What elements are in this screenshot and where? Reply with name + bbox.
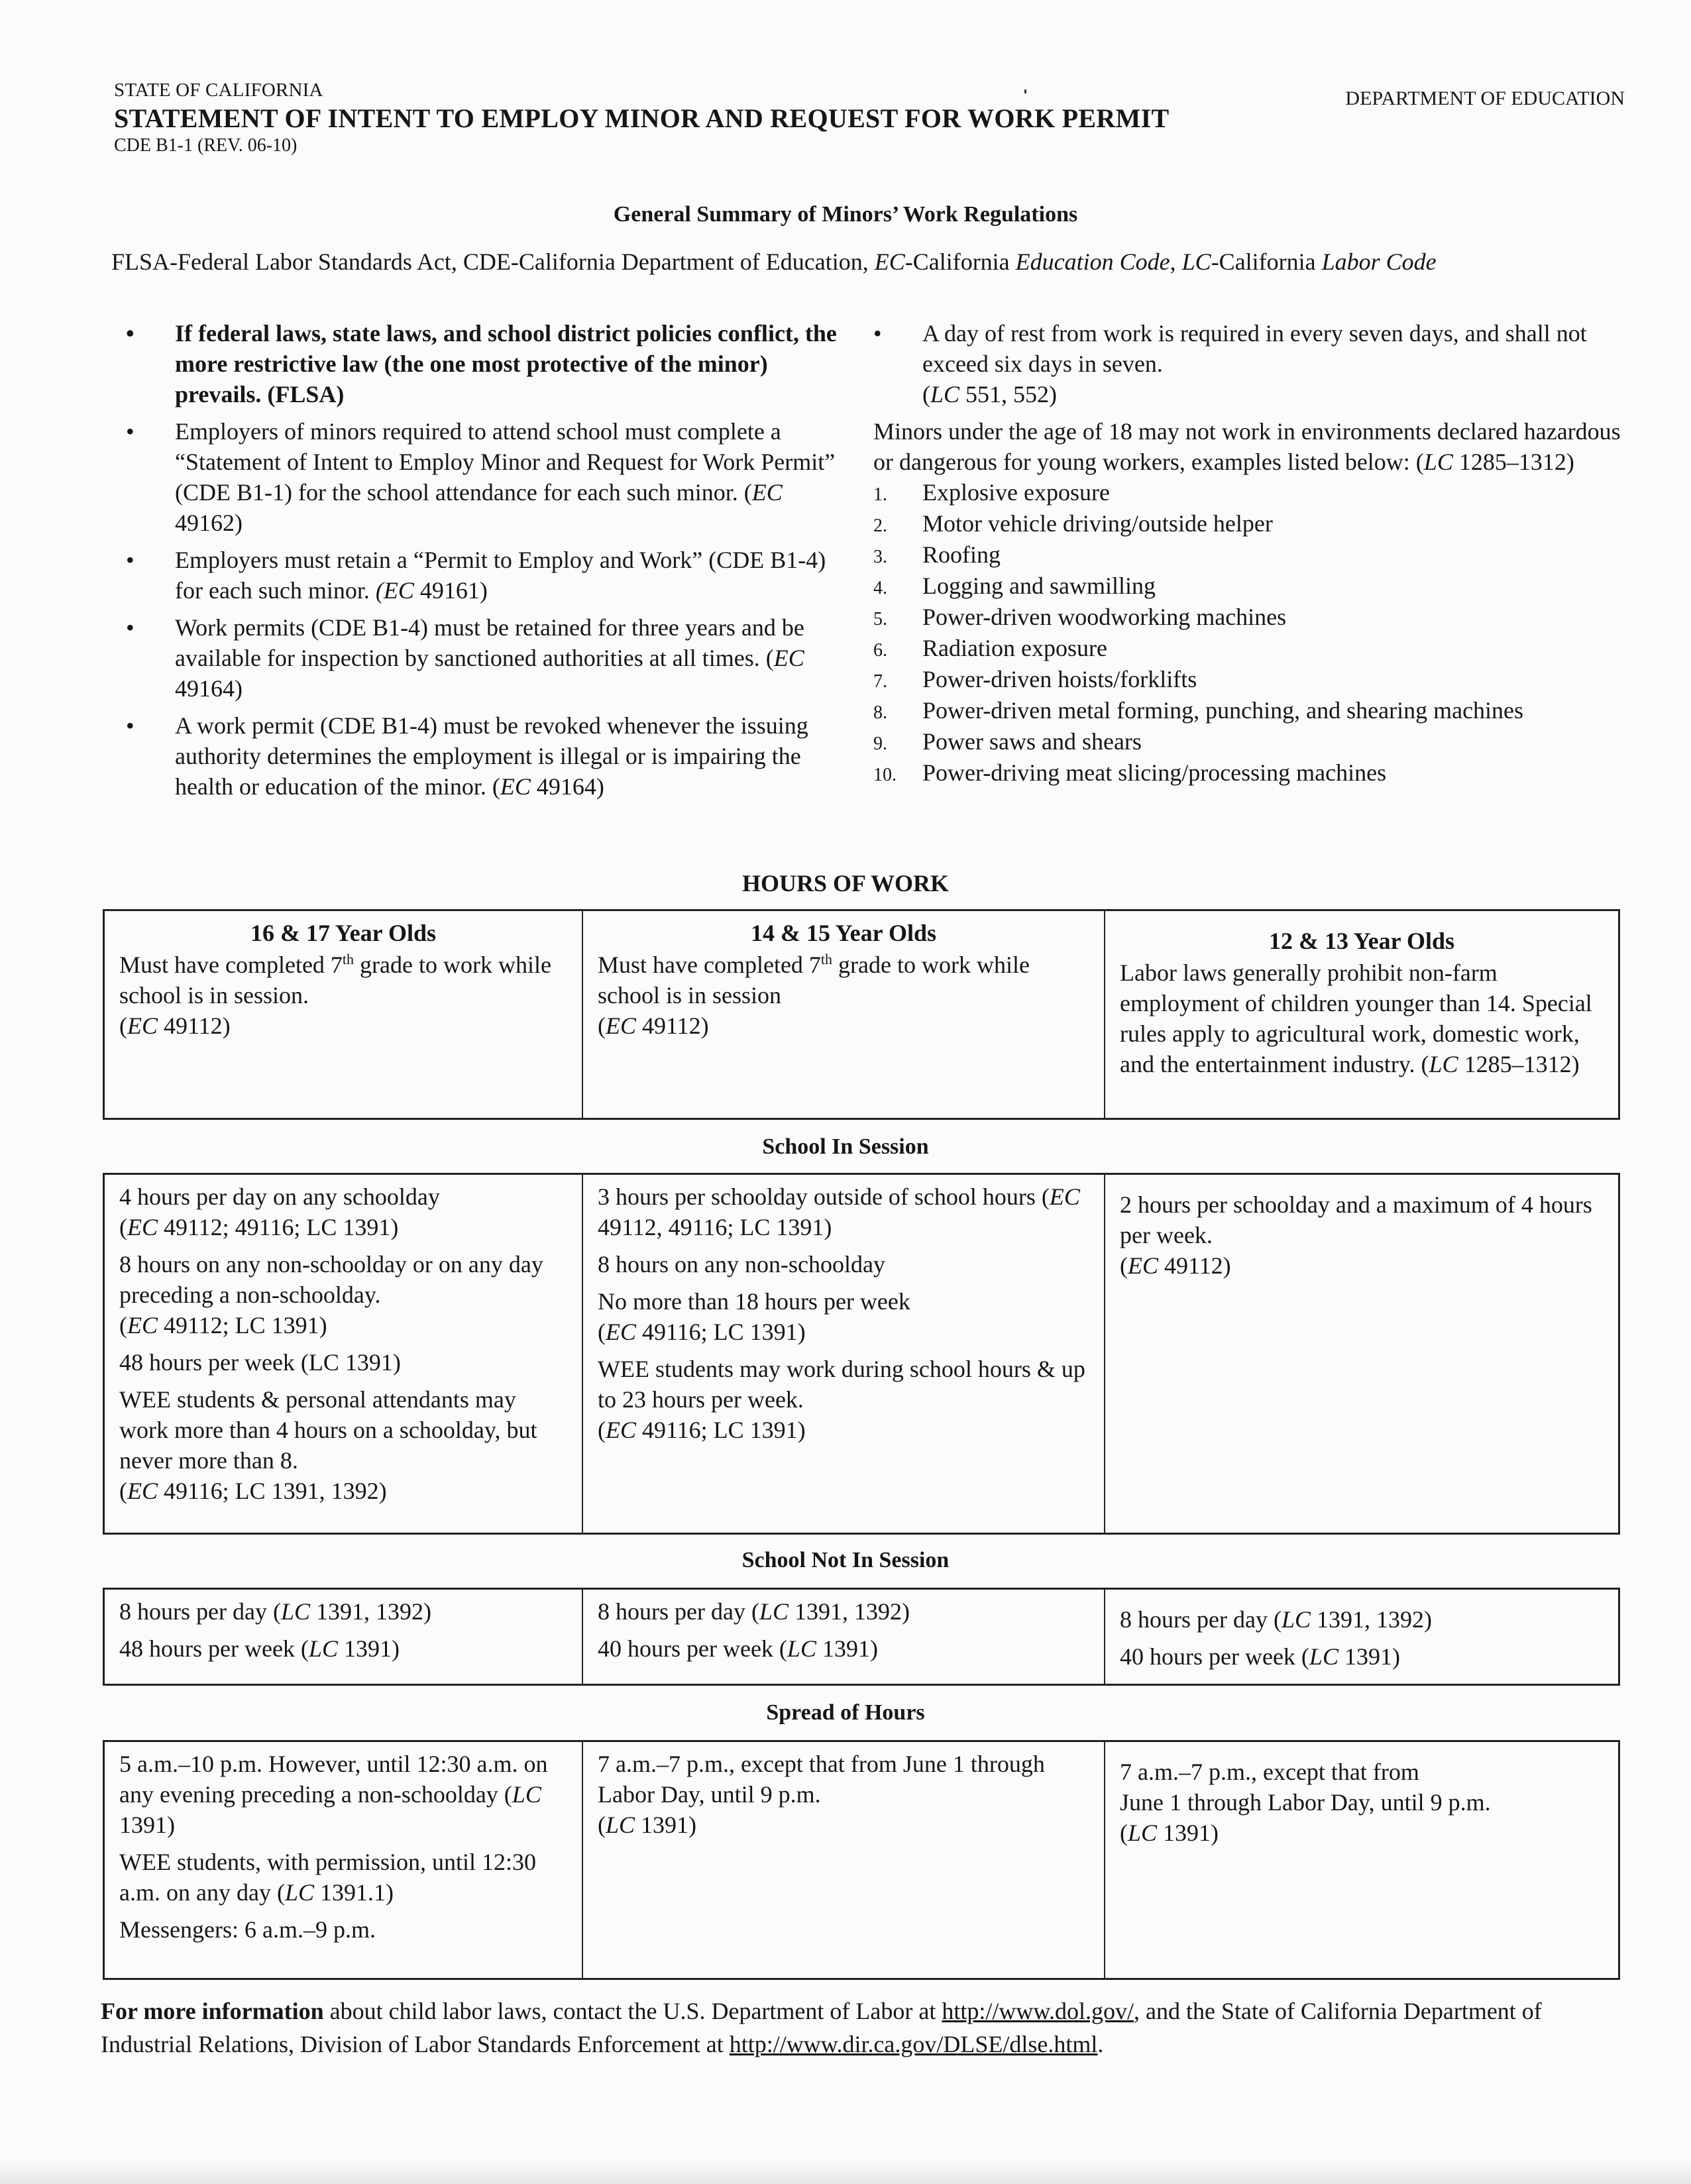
code-abbrev: LC (759, 1598, 789, 1625)
age-group-heading: 16 & 17 Year Olds (250, 920, 436, 946)
text-run: ( (119, 1012, 127, 1039)
code-abbrev: LC (280, 1598, 310, 1625)
rule-paragraph (119, 1914, 567, 1945)
text-run: 49162) (175, 510, 243, 536)
footer-lead: For more information (101, 1998, 324, 2024)
hazard-number: 9. (873, 734, 887, 754)
hazard-text: Power-driven metal forming, punching, and shearing machines (922, 697, 1524, 724)
hazard-number: 10. (873, 765, 897, 785)
footer-text-1: about child labor laws, contact the U.S. Department of Labor at (323, 1998, 942, 2024)
rule-paragraph (119, 1347, 567, 1378)
code-abbrev: LC (1429, 1051, 1458, 1077)
school-in-session-table (103, 1173, 1620, 1535)
text-run: ( (598, 1319, 606, 1345)
table-cell (583, 1175, 1105, 1533)
text-run: ( (119, 1312, 127, 1338)
text-run: WEE students may work during school hours & up to 23 hours per week. (598, 1356, 1085, 1413)
code-abbrev: EC (1049, 1183, 1080, 1210)
text-run: 1391) (119, 1812, 175, 1838)
code-abbrev: LC (284, 1879, 314, 1906)
text-run: 49116; LC 1391) (636, 1319, 806, 1345)
code-abbrev: EC (606, 1417, 637, 1443)
table-cell (583, 911, 1105, 1118)
text-run: Messengers: 6 a.m.–9 p.m. (119, 1916, 376, 1943)
hazard-item (873, 757, 1622, 789)
abbreviations-legend (111, 246, 1622, 277)
hazard-item (873, 602, 1622, 633)
bullet-text (175, 547, 826, 604)
text-run: 8 hours per day ( (598, 1598, 759, 1625)
code-abbrev: EC (751, 479, 783, 506)
text-run: ( (598, 1012, 606, 1039)
text-run: A day of rest from work is required in every seven days, and shall not exceed six days in seven. (922, 320, 1587, 377)
rule-paragraph (119, 1181, 567, 1242)
abbrev-run: -California (904, 248, 1016, 275)
code-abbrev: LC (1281, 1606, 1311, 1633)
rule-paragraph (119, 1384, 567, 1506)
text-run: 49112) (1158, 1252, 1231, 1279)
text-run: grade to work while school is in session. (119, 952, 551, 1009)
abbrev-run: EC (874, 248, 905, 275)
rule-paragraph (598, 1181, 1089, 1242)
state-label: STATE OF CALIFORNIA (114, 80, 323, 101)
code-abbrev: LC (1309, 1643, 1338, 1670)
age-group-heading: 14 & 15 Year Olds (750, 920, 936, 946)
text-run: June 1 through Labor Day, until 9 p.m. (1120, 1789, 1491, 1816)
footer-text-2: , and the State of California Department of Industrial Relations, Division of Labor Standards Enforcement at (101, 1998, 1542, 2057)
text-run: Work permits (CDE B1-4) must be retained for three years and be available for inspection by sanctioned authorities at all times. ( (175, 614, 804, 671)
hazard-item (873, 571, 1622, 602)
text-run: 40 hours per week ( (1120, 1643, 1309, 1670)
scan-speck (1024, 89, 1026, 93)
text-run: 49112; 49116; LC 1391) (158, 1214, 399, 1240)
text-run: Minors under the age of 18 may not work in environments declared hazardous or dangerous for young workers, examples listed below: ( (873, 418, 1621, 475)
text-run: 551, 552) (959, 381, 1058, 408)
text-run: 49116; LC 1391, 1392) (158, 1478, 387, 1504)
school-not-in-session-title: School Not In Session (741, 1548, 950, 1572)
text-run: 40 hours per week ( (598, 1635, 787, 1662)
text-run: WEE students & personal attendants may work more than 4 hours on a schoolday, but never more than 8. (119, 1386, 537, 1474)
text-run: 49112) (636, 1012, 709, 1039)
footer-text-3: . (1097, 2031, 1104, 2057)
text-run: 1391, 1392) (309, 1598, 431, 1625)
text-run: A work permit (CDE B1-4) must be revoked whenever the issuing authority determines the employment is illegal or is impairing the health or education of the minor. ( (175, 712, 808, 800)
table-cell (1105, 1742, 1618, 1978)
text-run: WEE students, with permission, until 12:30 a.m. on any day ( (119, 1849, 536, 1906)
text-run: 48 hours per week ( (119, 1635, 309, 1662)
text-run: 49116; LC 1391) (636, 1417, 806, 1443)
spread-of-hours-table (103, 1740, 1620, 1980)
hazard-text: Logging and sawmilling (922, 573, 1156, 599)
text-run: ( (922, 381, 930, 408)
hazard-number: 6. (873, 640, 887, 661)
hazard-item (873, 664, 1622, 695)
code-abbrev: (EC (375, 577, 414, 604)
form-header (114, 80, 1169, 156)
table-cell (1105, 1175, 1618, 1533)
hazard-text: Motor vehicle driving/outside helper (922, 510, 1273, 537)
code-abbrev: LC (1128, 1820, 1158, 1846)
text-run: 1391) (816, 1635, 878, 1662)
text-run: 1391, 1392) (1310, 1606, 1432, 1633)
code-abbrev: EC (606, 1012, 637, 1039)
rule-paragraph (119, 950, 567, 1041)
text-run: 49164) (530, 773, 604, 800)
table-cell (105, 1175, 583, 1533)
text-run: 7 a.m.–7 p.m., except that from (1120, 1759, 1419, 1785)
text-run: 1391, 1392) (788, 1598, 910, 1625)
hazard-item (873, 633, 1622, 664)
abbrev-run: LC (1181, 248, 1211, 275)
hazard-text: Power saws and shears (922, 728, 1142, 755)
abbrev-run: FLSA-Federal Labor Standards Act, CDE-California Department of Education, (111, 248, 875, 275)
bullet-text (175, 712, 808, 800)
abbrev-run: Labor Code (1321, 248, 1437, 275)
hazard-item (873, 477, 1622, 508)
scan-edge-shadow (0, 2160, 1691, 2184)
text-run: Labor laws generally prohibit non-farm employment of children younger than 14. Special rules apply to agricultural work, domestic work, and the entertainment industry. ( (1120, 959, 1592, 1077)
age-group-heading: 12 & 13 Year Olds (1268, 928, 1454, 954)
text-run: No more than 18 hours per week (598, 1288, 910, 1315)
text-run: 8 hours on any non-schoolday (598, 1251, 885, 1278)
text-run: 1285–1312) (1452, 449, 1574, 475)
text-run: 49161) (413, 577, 488, 604)
text-run: 8 hours per day ( (119, 1598, 281, 1625)
rule-paragraph (1120, 1604, 1604, 1635)
rule-paragraph (1120, 1641, 1604, 1672)
bullet-text (175, 320, 837, 408)
text-run: ( (598, 1417, 606, 1443)
hazard-number: 5. (873, 609, 887, 629)
dol-link[interactable]: http://www.dol.gov/ (942, 1998, 1134, 2024)
code-abbrev: EC (1128, 1252, 1159, 1279)
regulation-bullet (126, 416, 842, 538)
code-abbrev: LC (512, 1781, 541, 1808)
rule-paragraph (598, 1286, 1089, 1347)
table-cell (105, 1742, 583, 1978)
text-run: 1391) (635, 1812, 697, 1838)
text-run: 49112, 49116; LC 1391) (598, 1214, 832, 1240)
rule-paragraph (598, 1596, 1089, 1627)
hazard-intro (873, 416, 1622, 477)
hazard-text: Explosive exposure (922, 479, 1110, 506)
text-run: 1391.1) (313, 1879, 394, 1906)
bullet-icon: • (126, 547, 135, 573)
code-abbrev: LC (606, 1812, 635, 1838)
hazard-item (873, 695, 1622, 726)
abbrev-run: -California (1211, 248, 1322, 275)
table-cell (105, 911, 583, 1118)
hazard-text: Power-driving meat slicing/processing machines (922, 759, 1387, 786)
text-run: 3 hours per schoolday outside of school hours ( (598, 1183, 1050, 1210)
text-run: 2 hours per schoolday and a maximum of 4 hours per week. (1120, 1191, 1592, 1248)
table-cell (583, 1590, 1105, 1684)
rest-day-bullet (873, 318, 1622, 410)
hazard-text: Power-driven woodworking machines (922, 604, 1287, 630)
dlse-link[interactable]: http://www.dir.ca.gov/DLSE/dlse.html (729, 2031, 1098, 2057)
rule-paragraph (1120, 1757, 1604, 1848)
code-abbrev: EC (127, 1478, 158, 1504)
rule-paragraph (598, 950, 1089, 1041)
hazard-number: 2. (873, 516, 887, 536)
more-information-note (101, 1994, 1625, 2061)
bullet-icon: • (126, 712, 135, 739)
text-run: 5 a.m.–10 p.m. However, until 12:30 a.m. on any evening preceding a non-schoolday ( (119, 1751, 548, 1808)
text-run: 7 a.m.–7 p.m., except that from June 1 through Labor Day, until 9 p.m. (598, 1751, 1045, 1808)
text-run: ( (119, 1214, 127, 1240)
text-run: 8 hours per day ( (1120, 1606, 1282, 1633)
text-run: ( (598, 1812, 606, 1838)
bullet-icon: • (126, 614, 135, 641)
text-run: 49112) (158, 1012, 231, 1039)
form-title: STATEMENT OF INTENT TO EMPLOY MINOR AND REQUEST FOR WORK PERMIT (114, 103, 1170, 133)
text-run: If federal laws, state laws, and school district policies conflict, the more restrictive law (the one most protective of the minor) prevails. (FLSA) (175, 320, 837, 408)
rule-paragraph (598, 1749, 1089, 1840)
text-run: 1391) (1338, 1643, 1400, 1670)
text-run: Must have completed 7 (598, 952, 821, 978)
abbrev-run: , (1170, 248, 1182, 275)
hazard-text: Radiation exposure (922, 635, 1107, 661)
hazard-text: Roofing (922, 541, 1001, 568)
rule-paragraph (1120, 1189, 1604, 1281)
text-run: Employers must retain a “Permit to Employ and Work” (CDE B1-4) for each such minor. (175, 547, 826, 604)
text-run: ( (1120, 1252, 1128, 1279)
bullet-icon: • (126, 320, 135, 347)
code-abbrev: EC (606, 1319, 637, 1345)
rule-paragraph (598, 1249, 1089, 1280)
abbrev-run: Education Code (1015, 248, 1170, 275)
text-run: 4 hours per day on any schoolday (119, 1183, 440, 1210)
age-groups-table (103, 909, 1620, 1120)
rule-paragraph (119, 1249, 567, 1340)
code-abbrev: LC (787, 1635, 816, 1662)
regulation-bullet (126, 612, 842, 704)
bullet-text (175, 614, 804, 702)
rule-paragraph (119, 1633, 567, 1664)
text-run: 1391) (1157, 1820, 1219, 1846)
hazard-number: 8. (873, 702, 887, 723)
bullet-text (922, 320, 1587, 408)
hazard-text: Power-driven hoists/forklifts (922, 666, 1197, 692)
table-cell (583, 1742, 1105, 1978)
rule-paragraph (119, 1596, 567, 1627)
ordinal-suffix: th (342, 951, 355, 967)
regulations-left-column (126, 318, 842, 808)
hazard-number: 4. (873, 578, 887, 598)
text-run: ( (119, 1478, 127, 1504)
summary-title: General Summary of Minors’ Work Regulations (613, 202, 1078, 227)
hazard-item (873, 726, 1622, 757)
code-abbrev: EC (773, 645, 804, 671)
hazard-item (873, 539, 1622, 571)
ordinal-suffix: th (820, 951, 833, 967)
department-label: DEPARTMENT OF EDUCATION (1345, 87, 1625, 109)
code-abbrev: LC (930, 381, 960, 408)
table-cell (105, 1590, 583, 1684)
school-not-in-session-table (103, 1588, 1620, 1686)
code-abbrev: LC (1423, 449, 1453, 475)
regulation-bullet (126, 318, 842, 410)
code-abbrev: LC (308, 1635, 338, 1662)
rule-paragraph (598, 1354, 1089, 1445)
text-run: grade to work while school is in session (598, 952, 1030, 1009)
text-run: 1285–1312) (1458, 1051, 1580, 1077)
hazard-list (873, 477, 1622, 789)
text-run: ( (1120, 1820, 1128, 1846)
regulation-bullet (126, 545, 842, 606)
bullet-icon: • (126, 418, 135, 445)
rule-paragraph (119, 1847, 567, 1908)
text-run: 1391) (337, 1635, 400, 1662)
text-run: 49112; LC 1391) (158, 1312, 327, 1338)
code-abbrev: EC (127, 1312, 158, 1338)
hazard-item (873, 508, 1622, 539)
form-code: CDE B1-1 (REV. 06-10) (114, 135, 298, 156)
bullet-icon: • (873, 320, 882, 347)
bullet-text (175, 418, 835, 536)
hazard-number: 1. (873, 484, 887, 505)
regulations-right-column (873, 318, 1622, 789)
regulation-bullet (126, 710, 842, 802)
code-abbrev: EC (127, 1214, 158, 1240)
code-abbrev: EC (500, 773, 531, 800)
table-cell (1105, 911, 1618, 1118)
text-run: 48 hours per week (LC 1391) (119, 1349, 401, 1376)
school-in-session-title: School In Session (762, 1134, 929, 1159)
text-run: Must have completed 7 (119, 952, 343, 978)
text-run: 49164) (175, 675, 243, 702)
rule-paragraph (119, 1749, 567, 1840)
rule-paragraph (598, 1633, 1089, 1664)
hazard-number: 7. (873, 671, 887, 692)
hours-of-work-title: HOURS OF WORK (741, 870, 950, 897)
spread-of-hours-title: Spread of Hours (766, 1700, 925, 1725)
code-abbrev: EC (127, 1012, 158, 1039)
rule-paragraph (1120, 957, 1604, 1079)
table-cell (1105, 1590, 1618, 1684)
hazard-number: 3. (873, 547, 887, 567)
text-run: Employers of minors required to attend school must complete a “Statement of Intent to Employ Minor and Request for Work Permit” (CDE B1-1) for the school attendance for each such minor. ( (175, 418, 836, 506)
text-run: 8 hours on any non-schoolday or on any day preceding a non-schoolday. (119, 1251, 543, 1308)
